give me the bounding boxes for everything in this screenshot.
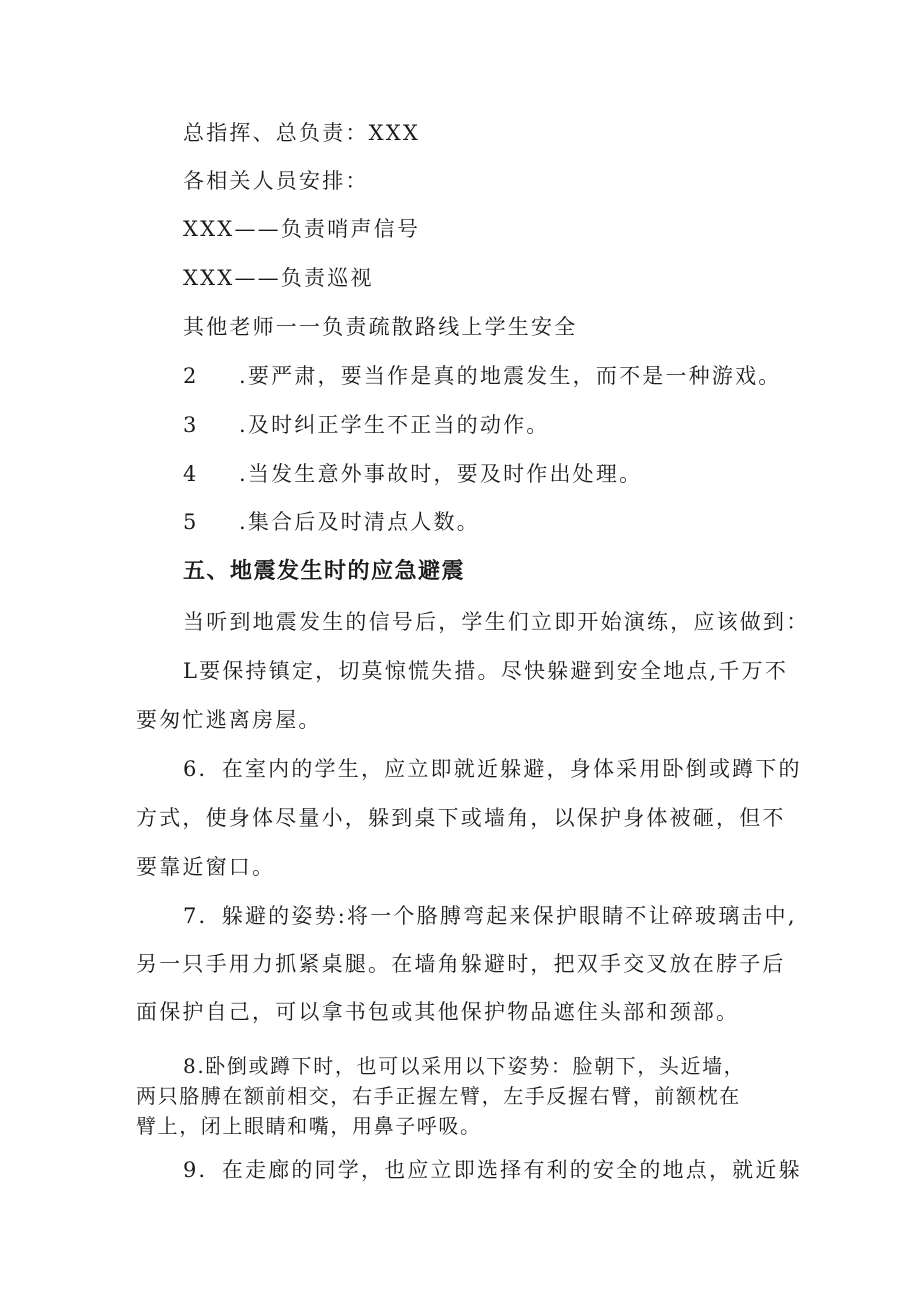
commander-line: 总指挥、总负责：XXX (183, 121, 421, 145)
list-item-text: .当发生意外事故时，要及时作出处理。 (239, 462, 643, 486)
staff-line-3: 其他老师一一负责疏散路线上学生安全 (183, 315, 578, 339)
list-item-number: 4 (183, 462, 199, 486)
paragraph-1-line-2: 要匆忙逃离房屋。 (136, 708, 322, 732)
paragraph-8-line-2: 两只胳膊在额前相交，右手正握左臂，左手反握右臂，前额枕在 (136, 1084, 741, 1108)
list-item-3 (183, 410, 549, 440)
paragraph-8-line-3: 臂上，闭上眼睛和嘴，用鼻子呼吸。 (136, 1114, 482, 1138)
paragraph-6-line-2: 方式，使身体尽量小，躲到桌下或墙角，以保护身体被砸，但不 (136, 806, 786, 830)
list-item-text: .集合后及时清点人数。 (239, 510, 480, 534)
staff-line-2: XXX——负责巡视 (183, 266, 374, 290)
list-item-2 (183, 361, 781, 391)
list-item-number: 5 (183, 510, 199, 534)
list-item-4 (183, 459, 642, 489)
staff-line-1: XXX——负责哨声信号 (183, 217, 421, 241)
list-item-number: 2 (183, 364, 199, 388)
paragraph-8-line-1: 8.卧倒或蹲下时，也可以采用以下姿势：脸朝下，头近墙， (183, 1054, 746, 1078)
paragraph-7-line-1: 7．躲避的姿势:将一个胳膊弯起来保护眼睛不让碎玻璃击中, (183, 904, 797, 928)
paragraph-6-line-1: 6．在室内的学生，应立即就近躲避，身体采用卧倒或蹲下的 (183, 757, 802, 781)
paragraph-7-line-2: 另一只手用力抓紧桌腿。在墙角躲避时，把双手交叉放在脖子后 (136, 952, 786, 976)
list-item-5 (183, 507, 480, 537)
paragraph-1-line-1: L要保持镇定，切莫惊慌失措。尽快躲避到安全地点,千万不 (183, 659, 789, 683)
list-item-number: 3 (183, 413, 199, 437)
paragraph-7-line-3: 面保护自己，可以拿书包或其他保护物品遮住头部和颈部。 (136, 1000, 740, 1024)
section-heading: 五、地震发生时的应急避震 (183, 559, 466, 584)
staff-heading: 各相关人员安排： (183, 169, 369, 193)
section-intro: 当听到地震发生的信号后，学生们立即开始演练，应该做到： (183, 610, 810, 634)
paragraph-6-line-3: 要靠近窗口。 (136, 855, 276, 879)
paragraph-9-line-1: 9．在走廊的同学，也应立即选择有利的安全的地点，就近躲 (183, 1158, 802, 1182)
list-item-text: .要严肃，要当作是真的地震发生，而不是一种游戏。 (239, 364, 782, 388)
list-item-text: .及时纠正学生不正当的动作。 (239, 413, 550, 437)
